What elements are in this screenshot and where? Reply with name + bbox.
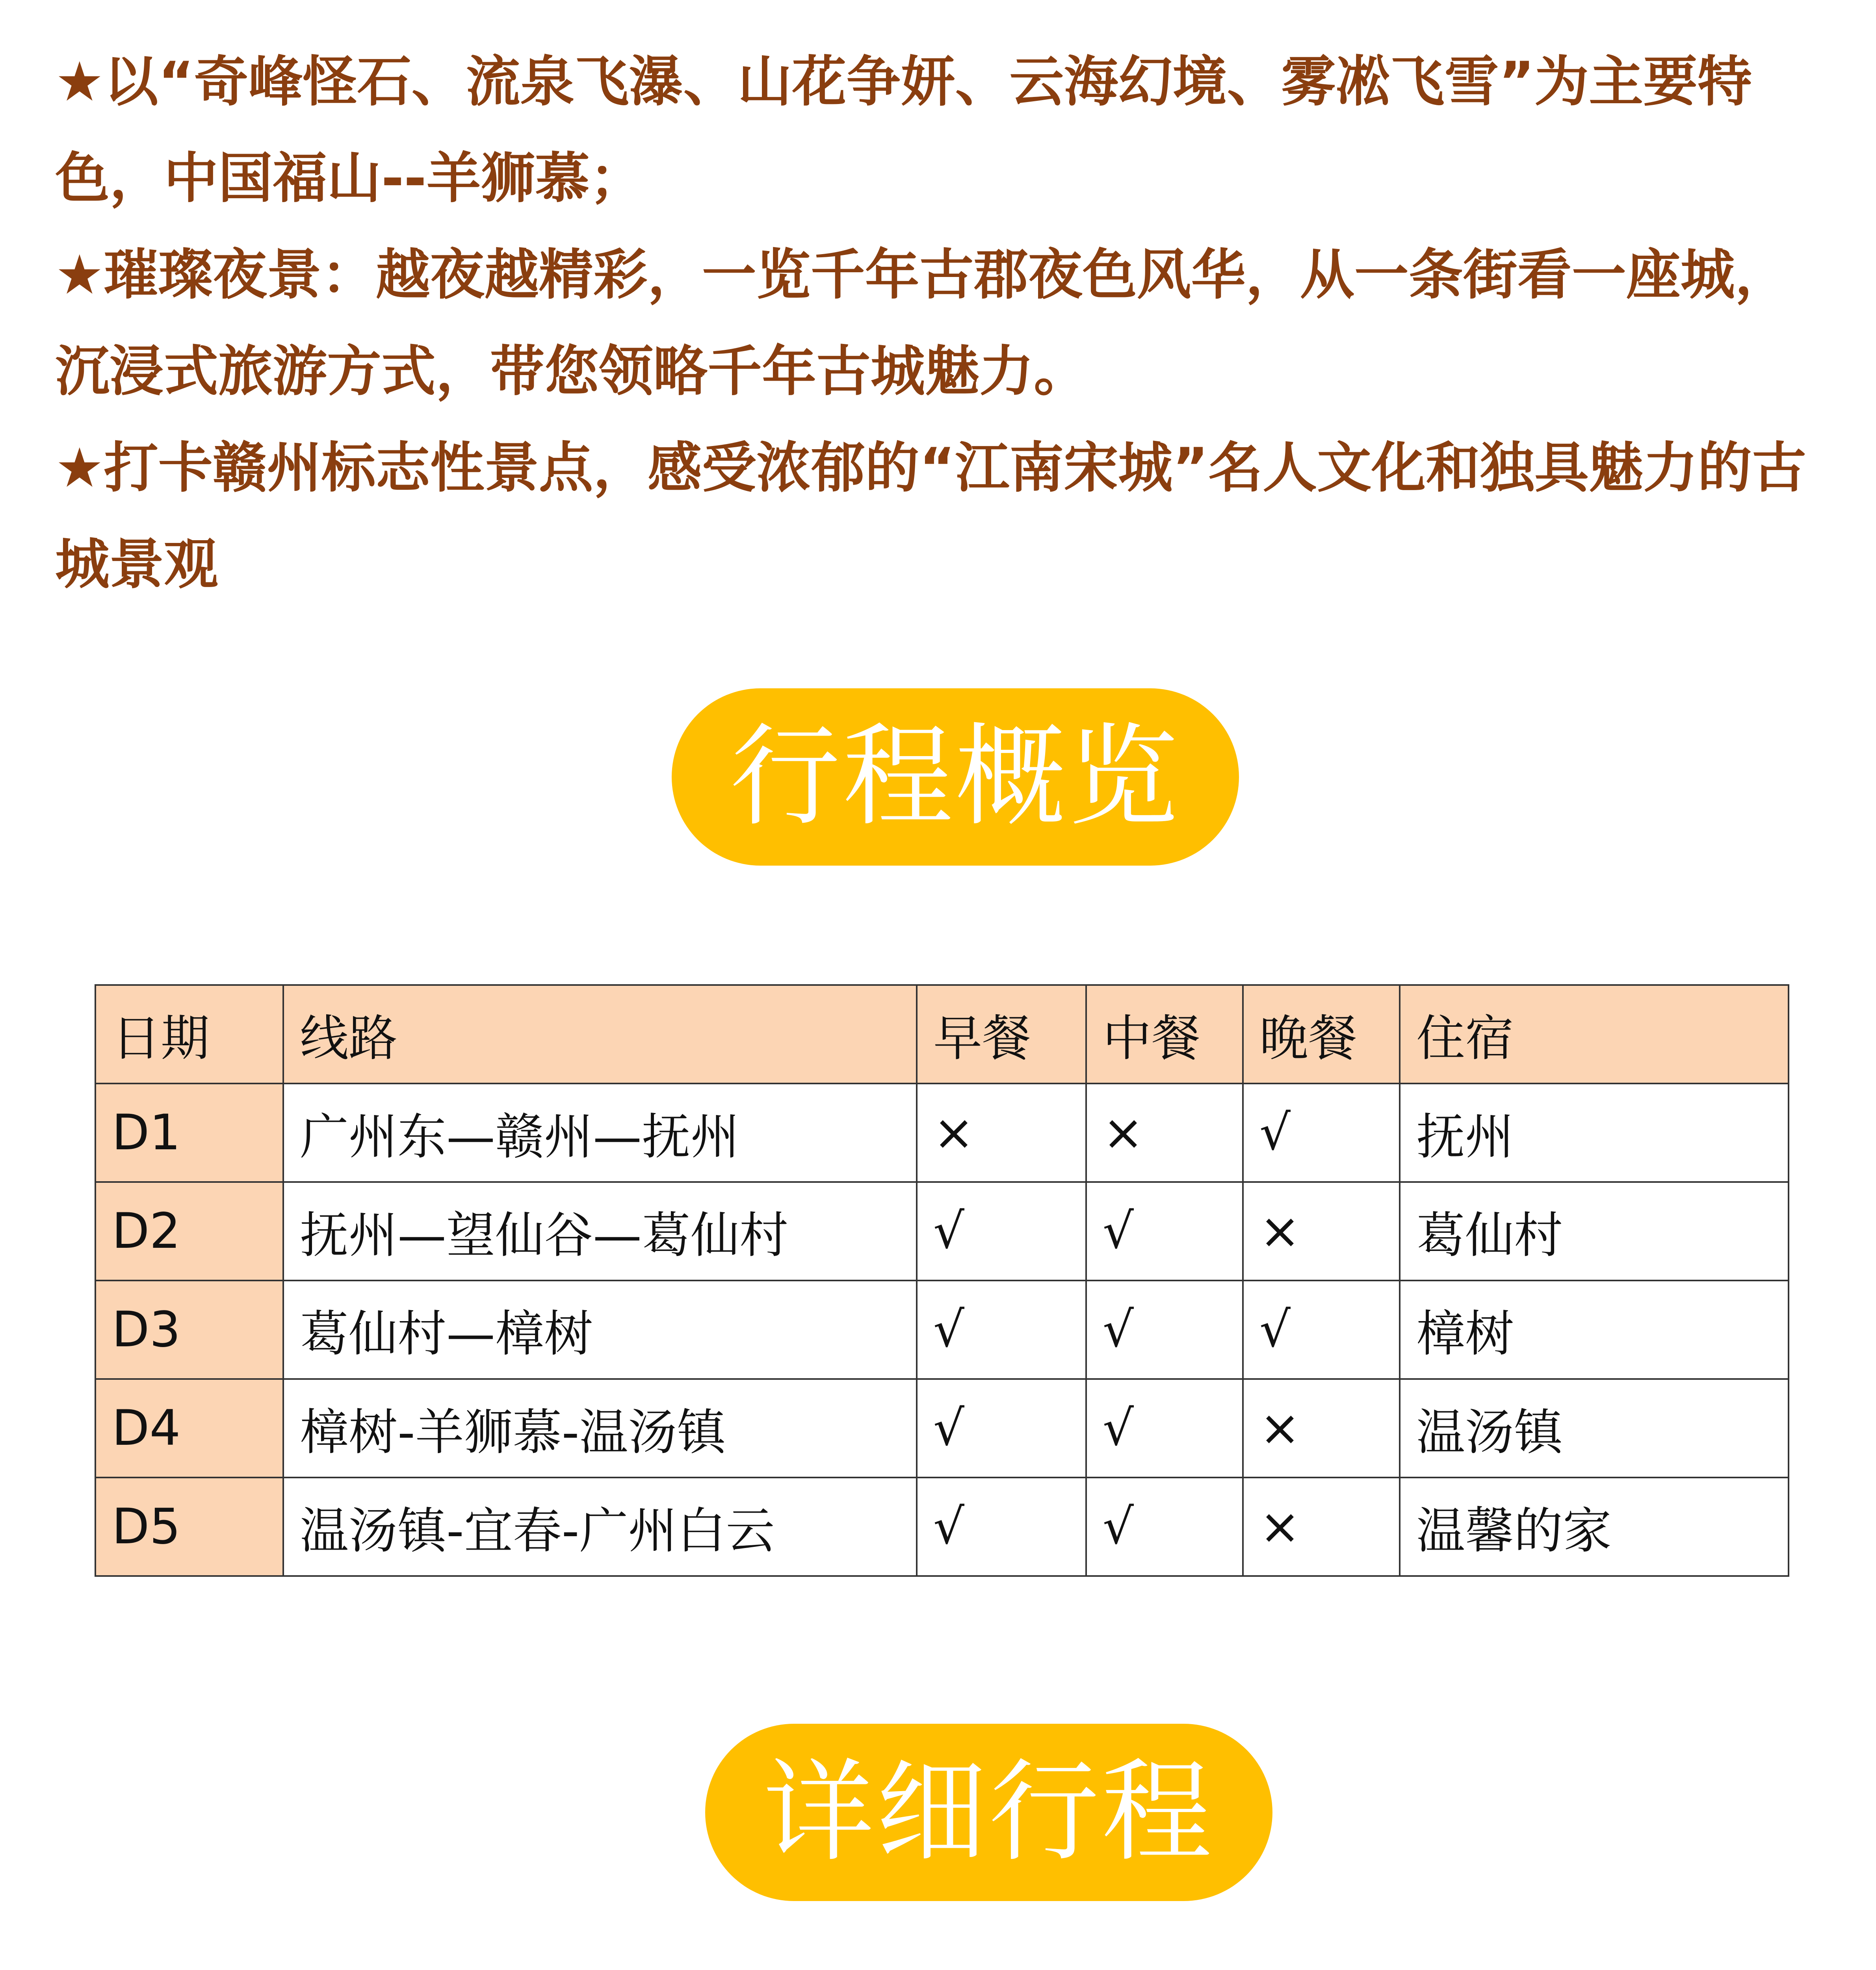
- cell-lunch: √: [1086, 1280, 1243, 1379]
- overview-title: 行程概览: [672, 688, 1239, 866]
- cell-route: 广州东—赣州—抚州: [283, 1084, 917, 1182]
- table-row: [95, 1280, 1789, 1379]
- cell-route: 樟树-羊狮慕-温汤镇: [283, 1379, 917, 1478]
- cell-breakfast: ×: [917, 1084, 1086, 1182]
- highlights: [55, 33, 1820, 613]
- cell-day: D4: [95, 1379, 283, 1478]
- cell-lunch: √: [1086, 1379, 1243, 1478]
- header-breakfast: 早餐: [917, 985, 1086, 1084]
- cell-stay: 抚州: [1400, 1084, 1789, 1182]
- header-dinner: 晚餐: [1243, 985, 1400, 1084]
- table-row: [95, 1379, 1789, 1478]
- table-row: [95, 1182, 1789, 1280]
- cell-route: 温汤镇-宜春-广州白云: [283, 1478, 917, 1576]
- overview-table: [95, 984, 1789, 1577]
- cell-stay: 樟树: [1400, 1280, 1789, 1379]
- highlight-1: ★以“奇峰怪石、流泉飞瀑、山花争妍、云海幻境、雾凇飞雪”为主要特色，中国福山--羊狮慕；: [55, 50, 1752, 210]
- detail-title: 详细行程: [705, 1724, 1272, 1901]
- cell-route: 葛仙村—樟树: [283, 1280, 917, 1379]
- header-date: 日期: [95, 985, 283, 1084]
- table-header-row: [95, 985, 1789, 1084]
- cell-lunch: √: [1086, 1182, 1243, 1280]
- cell-day: D3: [95, 1280, 283, 1379]
- cell-lunch: ×: [1086, 1084, 1243, 1182]
- table-row: [95, 1084, 1789, 1182]
- cell-breakfast: √: [917, 1379, 1086, 1478]
- cell-breakfast: √: [917, 1280, 1086, 1379]
- cell-day: D2: [95, 1182, 283, 1280]
- highlight-3: ★打卡赣州标志性景点，感受浓郁的“江南宋城”名人文化和独具魅力的古城景观: [55, 436, 1807, 596]
- header-stay: 住宿: [1400, 985, 1789, 1084]
- cell-dinner: ×: [1243, 1182, 1400, 1280]
- cell-day: D5: [95, 1478, 283, 1576]
- header-route: 线路: [283, 985, 917, 1084]
- cell-day: D1: [95, 1084, 283, 1182]
- table-row: [95, 1478, 1789, 1576]
- cell-lunch: √: [1086, 1478, 1243, 1576]
- cell-breakfast: √: [917, 1182, 1086, 1280]
- cell-dinner: √: [1243, 1084, 1400, 1182]
- cell-stay: 葛仙村: [1400, 1182, 1789, 1280]
- cell-route: 抚州—望仙谷—葛仙村: [283, 1182, 917, 1280]
- cell-stay: 温馨的家: [1400, 1478, 1789, 1576]
- header-lunch: 中餐: [1086, 985, 1243, 1084]
- cell-dinner: √: [1243, 1280, 1400, 1379]
- cell-breakfast: √: [917, 1478, 1086, 1576]
- cell-stay: 温汤镇: [1400, 1379, 1789, 1478]
- cell-dinner: ×: [1243, 1379, 1400, 1478]
- highlight-2: ★璀璨夜景：越夜越精彩，一览千年古郡夜色风华，从一条街看一座城，沉浸式旅游方式，带您领略千年古城魅力。: [55, 243, 1789, 403]
- cell-dinner: ×: [1243, 1478, 1400, 1576]
